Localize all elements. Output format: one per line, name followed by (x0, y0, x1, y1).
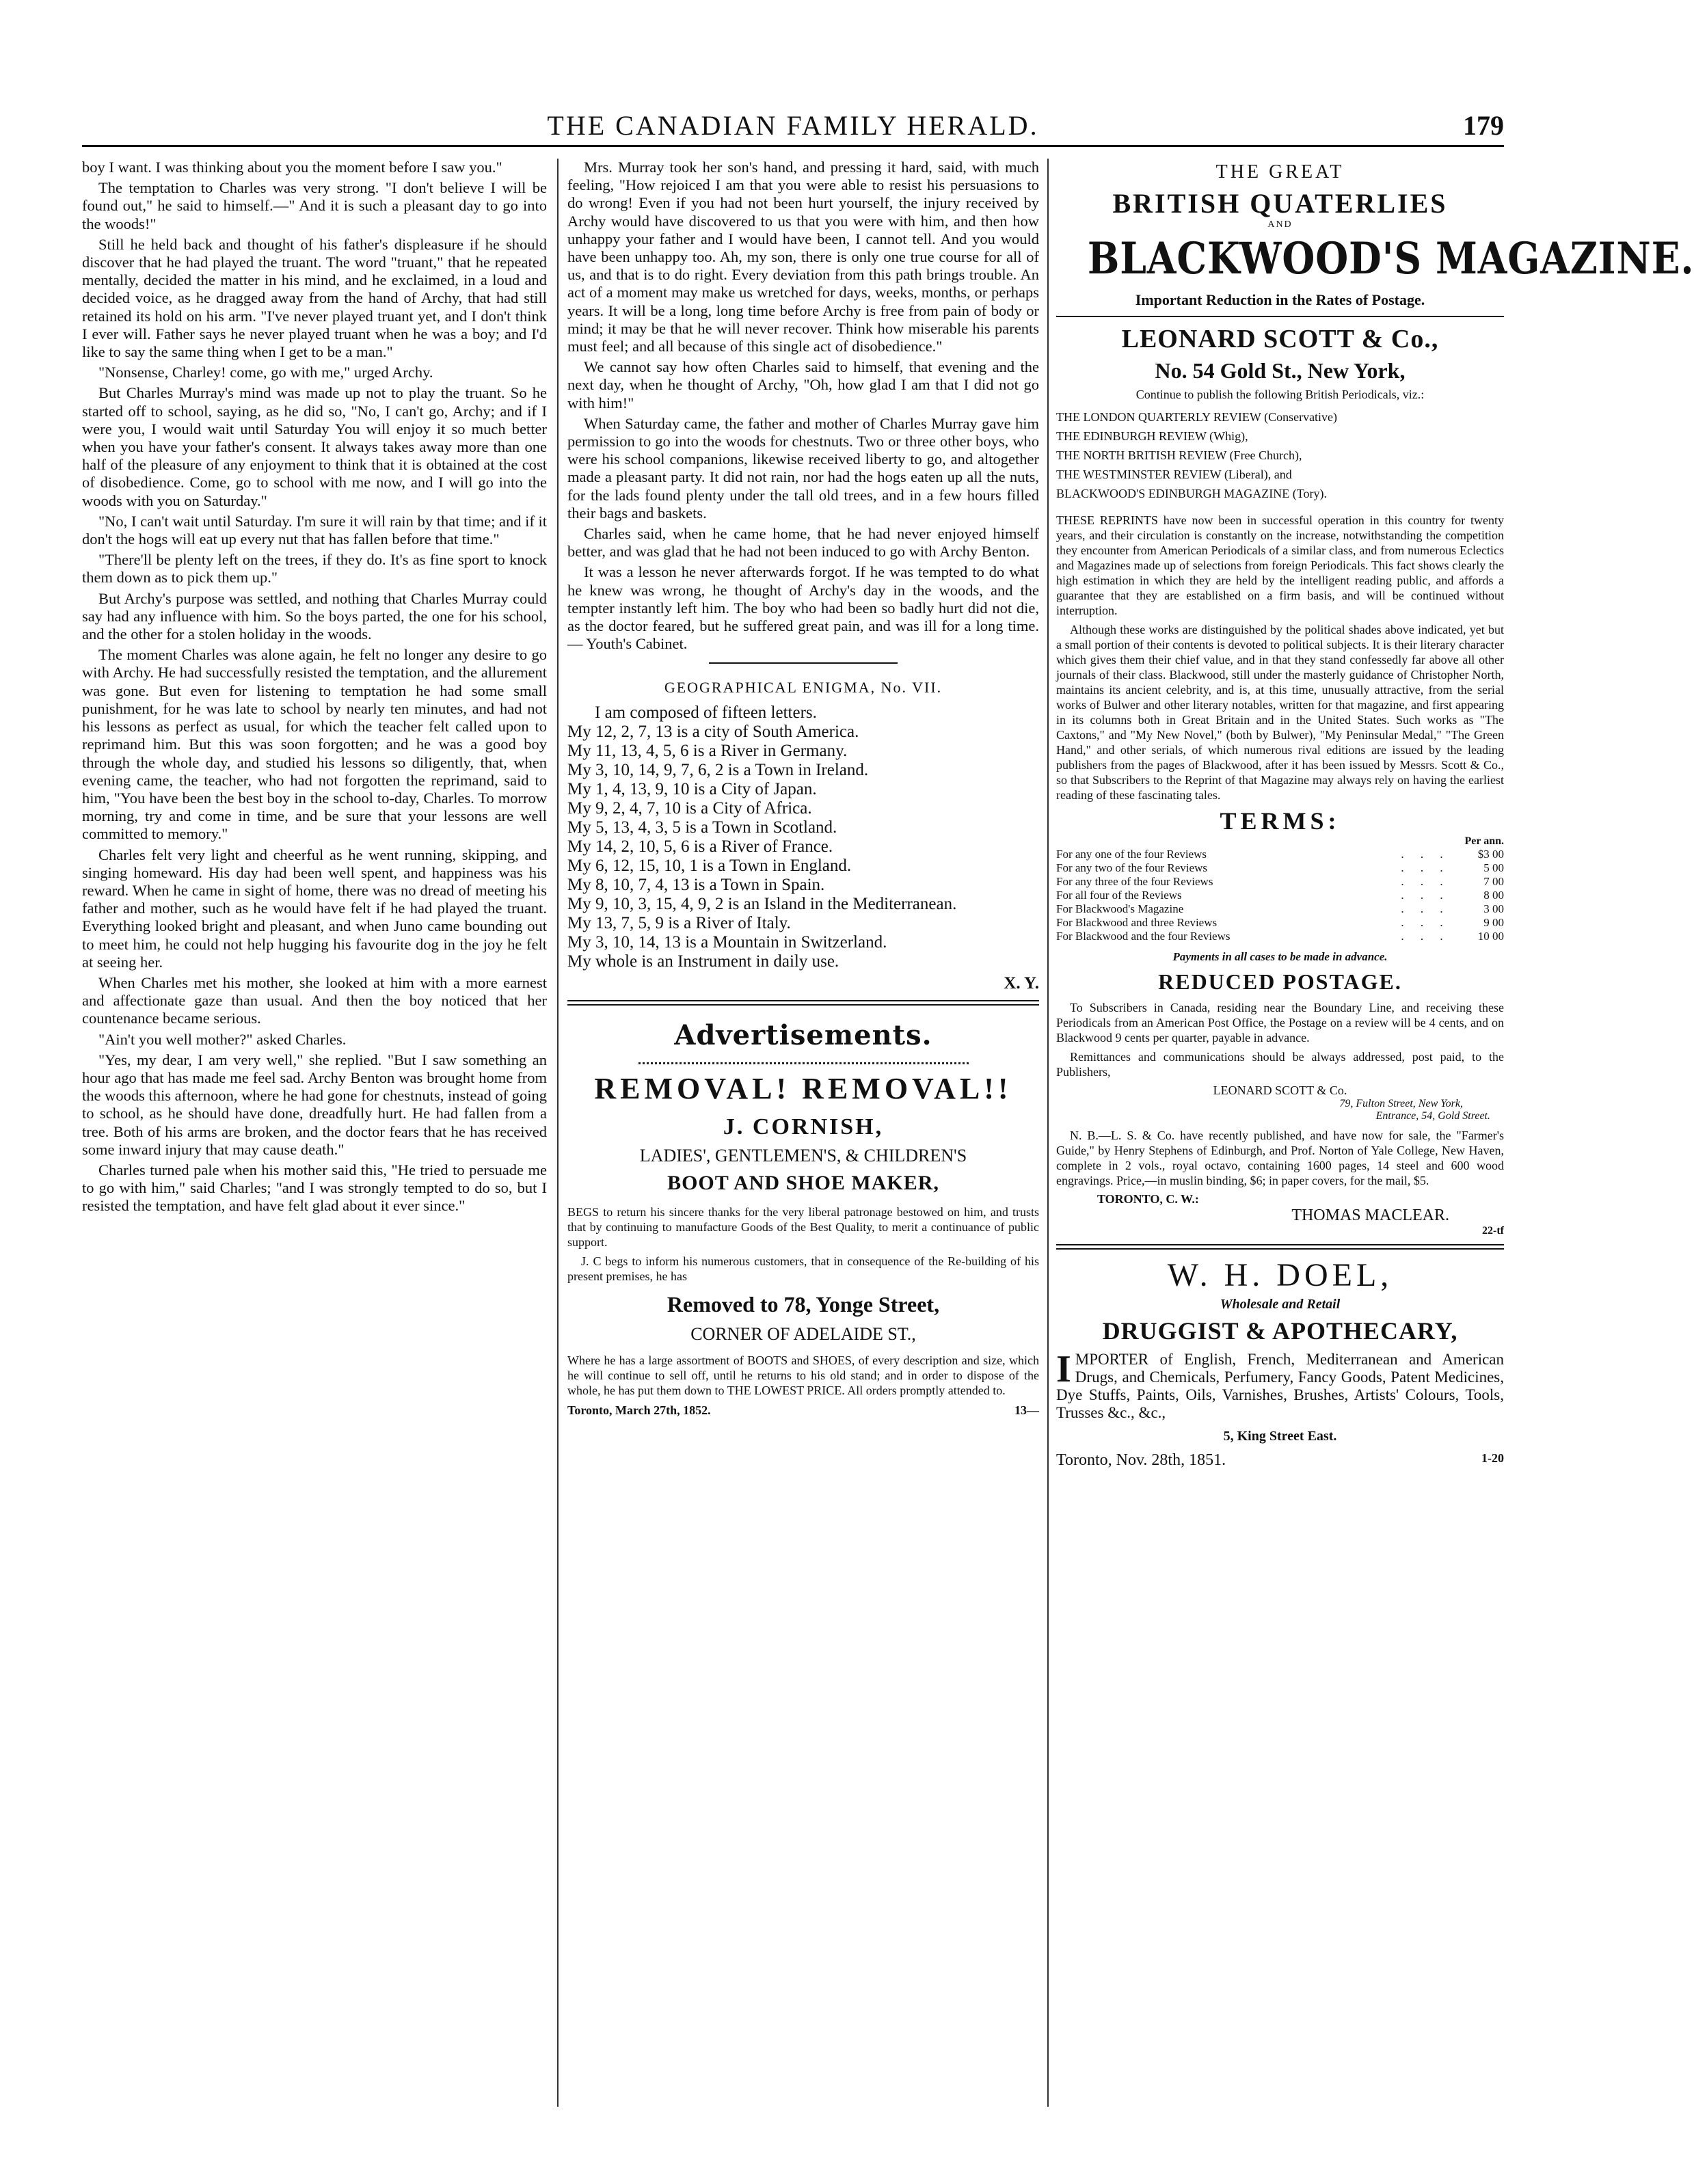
terms-price: 7 00 (1483, 875, 1504, 888)
story-paragraph: "Nonsense, Charley! come, go with me," urged Archy. (98, 364, 433, 381)
druggist-heading: DRUGGIST & APOTHECARY, (1102, 1317, 1458, 1345)
advert-removed-to: Removed to 78, Yonge Street, (667, 1292, 940, 1317)
terms-row: For Blackwood and the four Reviews . . . 10 00 (1056, 930, 1504, 943)
page-number: 179 (1463, 110, 1504, 141)
maclear-line: THOMAS MACLEAR. (1291, 1206, 1449, 1224)
terms-label: For Blackwood and three Reviews (1056, 916, 1218, 929)
enigma-title: GEOGRAPHICAL ENIGMA, No. VII. (664, 679, 943, 697)
section-rule (1056, 1244, 1504, 1250)
advert-footer (567, 1403, 1039, 1418)
king-street-line: 5, King Street East. (1223, 1429, 1337, 1444)
publisher-name: LEONARD SCOTT & Co., (1121, 325, 1439, 353)
per-annum-label: Per ann. (1464, 835, 1504, 847)
terms-price: $3 00 (1477, 848, 1504, 861)
wholesale-line: Wholesale and Retail (1220, 1297, 1341, 1312)
story-paragraph: The temptation to Charles was very strong. "I don't believe I will be found out," he said to himself.—" And it is such a pleasant day to go into the woods!" (82, 179, 547, 232)
story-paragraph: It was a lesson he never afterwards forgot. If he was tempted to do what he knew was wrong, he thought of Archy's day in the woods, and the tempter instantly left him. The boy who had been so badly hurt did not die, as the doctor feared, but he suffered great pain, and was ill for a long time.— Youth's Cabinet. (567, 563, 1039, 653)
enigma-line: My 13, 7, 5, 9 is a River of Italy. (567, 914, 791, 933)
terms-price: 8 00 (1483, 889, 1504, 902)
column-divider (557, 159, 559, 2107)
story-paragraph: When Charles met his mother, she looked at him with a more earnest and affectionate gaze than usual. And then the boy noticed that her countenance became serious. (82, 973, 547, 1027)
story-paragraph: Mrs. Murray took her son's hand, and pressing it hard, said, with much feeling, "How rejoiced I am that you were able to resist his persuasions to do wrong! Even if you had not been hurt yourself, the injury received by Archy would have discovered to us that you were with him, and then how unhappy your father and I would have been, I cannot tell. And you would have been unhappy too. Ah, my son, there is only one true course for all of us, and that is to do right. Every deviation from this path brings trouble. An act of a moment may make us wretched for days, weeks, months, or perhaps years. It will be a long, long time before Archy is free from pain of body or mind; it may be that he will never recover. Think how miserable his parents must feel; and all because of this single act of disobedience." (567, 159, 1039, 355)
great-heading: THE GREAT (1215, 161, 1345, 183)
story-paragraph: Charles felt very light and cheerful as he went running, skipping, and singing homeward. His day had been well spent, and happiness was his reward. When he came in sight of home, there was no dread of meeting his father and mother, such as he would have felt if he had played the truant. Everything looked bright and pleasant, and when Juno came bounding out to meet him, he could not help hugging his favourite dog in the joy he felt at seeing her. (82, 846, 547, 971)
column-divider (1047, 159, 1049, 2107)
advert-body: Where he has a large assortment of BOOTS and SHOES, of every description and size, which he will continue to sell off, until he returns to his old stand; and in order to dispose of the whole, he has put them down to THE LOWEST PRICE. All orders promptly attended to. (567, 1353, 1039, 1398)
story-paragraph: But Archy's purpose was settled, and nothing that Charles Murray could say had any influence with him. So the boys parted, the one for his school, and the other for a stolen holiday in the woods. (82, 589, 547, 643)
column-middle (567, 159, 1039, 2143)
politics-paragraph: Although these works are distinguished by the political shades above indicated, yet but a small portion of their contents is devoted to political subjects. It is their literary character which gives them their chief value, and in that they stand confessedly far above all other journals of their class. Blackwood, still under the masterly guidance of Christopher North, maintains its ancient celebrity, and is, at this time, unusually attractive, from the serial works of Bulwer and other literary notables, written for that magazine, and first appearing in its columns both in Great Britain and in the United States. Such works as "The Caxtons," and "My New Novel," (both by Bulwer), "My Peninsular Medal," "The Green Hand," and other serials, of which numerous rival editions are issued by the leading publishers from the pages of Blackwood, after it has been issued by Messrs. Scott & Co., so that Subscribers to the Reprint of that Magazine may always rely on having the earliest reading of these fascinating tales. (1056, 623, 1504, 802)
terms-price: 5 00 (1483, 861, 1504, 874)
ref-line: 22-tf (1482, 1225, 1504, 1237)
story-paragraph: When Saturday came, the father and mother of Charles Murray gave him permission to go into the woods for chestnuts. Two or three other boys, who were his school companions, likewise received liberty to go, and altogether made a pleasant party. It did not rain, nor had the hogs eaten up all the nuts, for the lads found plenty under the tall old trees, and in a few hours filled their bags and baskets. (567, 414, 1039, 522)
signature-address-2: Entrance, 54, Gold Street. (1375, 1110, 1490, 1122)
terms-label: For any two of the four Reviews (1056, 861, 1207, 874)
importer-paragraph: IMPORTER of English, French, Mediterranean and American Drugs, and Chemicals, Perfumery, Fancy Goods, Patent Medicines, Dye Stuffs, Paints, Oils, Varnishes, Brushes, Artists' Colours, Tools, Trusses &c., &c., (1056, 1348, 1504, 1421)
enigma-signature: X. Y. (1004, 974, 1039, 993)
enigma-line: My 8, 10, 7, 4, 13 is a Town in Spain. (567, 876, 825, 895)
advertiser-trade-2: BOOT AND SHOE MAKER, (667, 1172, 939, 1195)
payments-note: Payments in all cases to be made in advance. (1172, 950, 1388, 963)
removal-heading: REMOVAL! REMOVAL!! (594, 1072, 1012, 1106)
advertiser-name: J. CORNISH, (723, 1114, 884, 1140)
enigma-line: My 14, 2, 10, 5, 6 is a River of France. (567, 837, 833, 857)
story-paragraph: But Charles Murray's mind was made up not to play the truant. So he started off to school, saying, as he did so, "No, I can't go, Archy; and if I were you, I would wait until Saturday You will enjoy it so much better when you have your father's consent. It always takes away more than one half of the pleasure of any enjoyment to think that it is obtained at the cost of disobedience. Come, go to school with me now, and I will go into the woods with you on Saturday." (82, 384, 547, 509)
enigma-line: My 6, 12, 15, 10, 1 is a Town in England. (567, 857, 852, 876)
running-head (82, 103, 1504, 144)
postage-paragraph: To Subscribers in Canada, residing near the Boundary Line, and receiving these Periodicals from an American Post Office, the Postage on a review will be 4 cents, and on Blackwood 9 cents per quarter, payable in advance. (1056, 1001, 1504, 1044)
advert-date: Toronto, March 27th, 1852. (567, 1403, 711, 1418)
reprints-paragraph: THESE REPRINTS have now been in successful operation in this country for twenty years, and their circulation is constantly on the increase, notwithstanding the competition they encounter from American Periodicals of a similar class, and from numerous Eclectics and Magazines made up of selections from foreign Periodicals. This fact shows clearly the high estimation in which they are held by the intelligent reading public, and affords a guarantee that they are established on a firm basis, and will be continued without interruption. (1056, 513, 1504, 617)
terms-price: 10 00 (1477, 930, 1504, 943)
terms-label: For Blackwood's Magazine (1056, 902, 1184, 915)
reduction-notice: Important Reduction in the Rates of Postage. (1135, 291, 1425, 308)
ornament-rule (638, 1055, 969, 1064)
story-paragraph: boy I want. I was thinking about you the moment before I saw you." (82, 159, 502, 176)
review-item: THE LONDON QUARTERLY REVIEW (Conservative) (1056, 410, 1338, 424)
terms-row: For all four of the Reviews . . . 8 00 (1056, 889, 1504, 902)
terms-label: For any three of the four Reviews (1056, 875, 1213, 888)
enigma-line: My whole is an Instrument in daily use. (567, 952, 839, 971)
terms-price: 3 00 (1483, 902, 1504, 915)
enigma-line: My 3, 10, 14, 9, 7, 6, 2 is a Town in Ireland. (567, 761, 869, 780)
signature-address: 79, Fulton Street, New York, (1339, 1098, 1463, 1109)
and-heading: AND (1267, 219, 1293, 230)
story-paragraph: Charles turned pale when his mother said this, "He tried to persuade me to go with him," said Charles; "and I was strongly tempted to do so, but I resisted the temptation, and have felt glad about it ever since." (82, 1161, 547, 1215)
enigma-intro: I am composed of fifteen letters. (595, 703, 817, 723)
section-rule (567, 1000, 1039, 1006)
running-title: THE CANADIAN FAMILY HERALD. (547, 110, 1039, 141)
header-rule (82, 145, 1504, 147)
doel-heading: W. H. DOEL, (1167, 1257, 1393, 1293)
enigma-line: My 5, 13, 4, 3, 5 is a Town in Scotland. (567, 818, 837, 837)
story-paragraph: "There'll be plenty left on the trees, if they do. It's as fine sport to knock them down as to pick them up." (82, 551, 547, 587)
section-rule (709, 662, 898, 664)
importer-text: MPORTER of English, French, Mediterranean and American Drugs, and Chemicals, Perfumery, Fancy Goods, Patent Medicines, Dye Stuffs, Paints, Oils, Varnishes, Brushes, Artists' Colours, Tools, Trusses &c., &c., (1056, 1351, 1504, 1421)
advert-body: BEGS to return his sincere thanks for the very liberal patronage bestowed on him, and trusts that by continuing to manufacture Goods of the Best Quality, to merit a continuance of public support. (567, 1205, 1039, 1250)
doel-ref: 1-20 (1481, 1451, 1504, 1465)
signature-name: LEONARD SCOTT & Co. (1213, 1083, 1347, 1097)
advert-ref: 13— (1014, 1403, 1039, 1418)
reduced-postage-heading: REDUCED POSTAGE. (1158, 969, 1402, 994)
enigma-line: My 1, 4, 13, 9, 10 is a City of Japan. (567, 780, 817, 799)
terms-label: For all four of the Reviews (1056, 889, 1182, 902)
enigma-line: My 12, 2, 7, 13 is a city of South America. (567, 723, 859, 742)
publisher-address: No. 54 Gold St., New York, (1155, 358, 1406, 383)
story-paragraph: The moment Charles was alone again, he felt no longer any desire to go with Archy. He had successfully resisted the temptation, and the allurement was gone. But even for listening to temptation he had some small punishment, for he was late to school by nearly ten minutes, and had not his lessons as perfect as usual, for which the teacher felt called upon to reprimand him. But this was soon forgotten; and he was a good boy through the whole day, and studied his lessons so diligently, that, when evening came, the teacher, who had not forgotten the reprimand, said to him, "You have been the best boy in the school to-day, Charles. To morrow morning, try and come in time, and be sure that your lessons are well committed to memory." (82, 646, 547, 843)
review-item: THE NORTH BRITISH REVIEW (Free Church), (1056, 448, 1302, 462)
column-right (1056, 159, 1694, 2143)
remittance-paragraph: Remittances and communications should be always addressed, post paid, to the Publishers, (1056, 1050, 1504, 1079)
column-left (82, 159, 547, 2143)
british-quarterlies-heading: BRITISH QUATERLIES (1112, 188, 1448, 219)
terms-row: For any two of the four Reviews . . . 5 00 (1056, 861, 1504, 874)
review-item: THE WESTMINSTER REVIEW (Liberal), and (1056, 468, 1292, 481)
story-paragraph: "Ain't you well mother?" asked Charles. (98, 1030, 347, 1048)
advert-body: J. C begs to inform his numerous customers, that in consequence of the Re-building of his present premises, he has (567, 1254, 1039, 1284)
section-rule (1056, 316, 1504, 317)
review-item: THE EDINBURGH REVIEW (Whig), (1056, 429, 1248, 443)
nb-paragraph: N. B.—L. S. & Co. have recently published, and have now for sale, the "Farmer's Guide," by Henry Stephens of Edinburgh, and Prof. Norton of Yale College, New Haven, complete in 2 vols., royal octavo, containing 1600 pages, 14 steel and 600 wood engravings. Price,—in muslin binding, $6; in paper covers, for the mail, $5. (1056, 1129, 1504, 1187)
story-paragraph: We cannot say how often Charles said to himself, that evening and the next day, when he thought of Archy, "Oh, how glad I am that I did not go with him!" (567, 358, 1039, 412)
terms-heading: TERMS: (1220, 807, 1341, 835)
terms-row: For Blackwood and three Reviews . . . 9 00 (1056, 916, 1504, 929)
story-paragraph: Charles said, when he came home, that he had never enjoyed himself better, and was glad that he had not been induced to go with Archy Benton. (567, 525, 1039, 561)
toronto-line: TORONTO, C. W.: (1097, 1192, 1199, 1206)
doel-footer (1056, 1451, 1504, 1470)
story-paragraph: Still he held back and thought of his father's displeasure if he should discover that he had played the truant. The word "truant," that he repeated mentally, decided the matter in his mind, and he exclaimed, in a loud and decided voice, as he dragged away from the hand of Archy, that had still retained its hold on his arm. "I've never played truant yet, and I don't think I ever will. Father says he never played truant when he was a boy; and I'd like to say the same thing when I get to be a man." (82, 235, 547, 361)
enigma-line: My 11, 13, 4, 5, 6 is a River in Germany. (567, 742, 848, 761)
review-item: BLACKWOOD'S EDINBURGH MAGAZINE (Tory). (1056, 487, 1327, 500)
terms-table (1056, 848, 1504, 943)
enigma-line: My 3, 10, 14, 13 is a Mountain in Switzerland. (567, 933, 887, 952)
terms-price: 9 00 (1483, 916, 1504, 929)
doel-date: Toronto, Nov. 28th, 1851. (1056, 1451, 1226, 1469)
advert-corner: CORNER OF ADELAIDE ST., (690, 1324, 916, 1345)
terms-label: For Blackwood and the four Reviews (1056, 930, 1231, 943)
enigma-line: My 9, 2, 4, 7, 10 is a City of Africa. (567, 799, 812, 818)
review-list (1056, 407, 1504, 503)
story-paragraph: "Yes, my dear, I am very well," she replied. "But I saw something an hour ago that has made me feel sad. Archy Benton was brought home from the woods this afternoon, where he had gone for chestnuts, instead of going to school, as he should have done, dreadfully hurt. He had fallen from a tree. Both of his arms are broken, and the doctor fears that he has received some inward injury that may cause death." (82, 1051, 547, 1158)
terms-label: For any one of the four Reviews (1056, 848, 1207, 861)
continue-line: Continue to publish the following British Periodicals, viz.: (1135, 388, 1425, 401)
blackwood-heading: BLACKWOOD'S MAGAZINE. (1087, 233, 1694, 284)
advertiser-trade: LADIES', GENTLEMEN'S, & CHILDREN'S (639, 1146, 967, 1166)
story-paragraph: "No, I can't wait until Saturday. I'm sure it will rain by that time; and if it don't the hogs will eat up every nut that has fallen before that time." (82, 512, 547, 548)
enigma-line: My 9, 10, 3, 15, 4, 9, 2 is an Island in the Mediterranean. (567, 895, 957, 914)
terms-row: For any three of the four Reviews . . . 7 00 (1056, 875, 1504, 888)
terms-row: For Blackwood's Magazine . . . 3 00 (1056, 902, 1504, 915)
advertisements-heading: Advertisements. (674, 1019, 932, 1052)
terms-row: For any one of the four Reviews . . . $3 00 (1056, 848, 1504, 861)
